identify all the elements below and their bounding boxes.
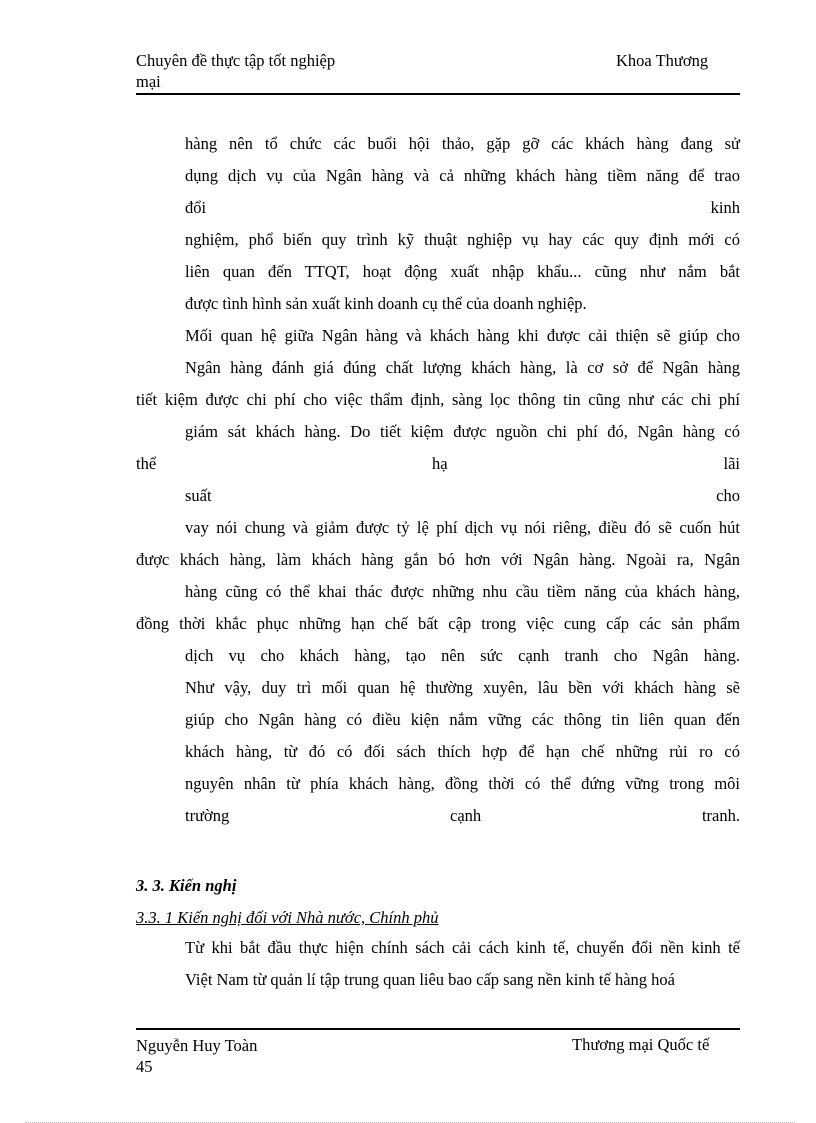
body-line: hàng nên tổ chức các buổi hội thảo, gặp gỡ các khách hàng đang sử bbox=[185, 134, 740, 153]
body-line: nghiệm, phổ biến quy trình kỹ thuật nghiệp vụ hay các quy định mới có bbox=[185, 230, 740, 249]
body-line: liên quan đến TTQT, hoạt động xuất nhập khẩu... cũng như nắm bắt bbox=[185, 262, 740, 281]
footer-rule bbox=[136, 1028, 740, 1030]
body-line: Ngân hàng đánh giá đúng chất lượng khách hàng, là cơ sở để Ngân hàng bbox=[185, 358, 740, 377]
header-title-line-2: mại bbox=[136, 72, 161, 91]
body-line: được tình hình sản xuất kinh doanh cụ thể của doanh nghiệp. bbox=[185, 294, 587, 313]
footer-department: Thương mại Quốc tế bbox=[572, 1035, 710, 1054]
body-line: Như vậy, duy trì mối quan hệ thường xuyên, lâu bền với khách hàng sẽ bbox=[185, 678, 740, 697]
body-line: dịch vụ cho khách hàng, tạo nên sức cạnh tranh cho Ngân hàng. bbox=[185, 646, 740, 665]
footer-author-block bbox=[136, 1035, 257, 1077]
body-line: suất cho bbox=[185, 486, 740, 505]
section-line: Từ khi bắt đầu thực hiện chính sách cải cách kinh tế, chuyển đổi nền kinh tế bbox=[185, 938, 740, 957]
body-line: thể hạ lãi bbox=[136, 454, 740, 473]
section-line: Việt Nam từ quản lí tập trung quan liêu bao cấp sang nền kinh tế hàng hoá bbox=[185, 970, 675, 989]
subsection-heading: 3.3. 1 Kiến nghị đối với Nhà nước, Chính phủ bbox=[136, 908, 439, 927]
body-line: tiết kiệm được chi phí cho việc thẩm định, sàng lọc thông tin cũng như các chi phí bbox=[136, 390, 740, 409]
header-document-title bbox=[136, 50, 335, 92]
body-line: trường cạnh tranh. bbox=[185, 806, 740, 825]
body-line: Mối quan hệ giữa Ngân hàng và khách hàng khi được cải thiện sẽ giúp cho bbox=[185, 326, 740, 345]
footer-author: Nguyễn Huy Toàn bbox=[136, 1036, 258, 1055]
page-number: 45 bbox=[136, 1057, 153, 1076]
header-rule bbox=[136, 93, 740, 95]
section-heading: 3. 3. Kiến nghị bbox=[136, 876, 237, 895]
body-line: đồng thời khắc phục những hạn chế bất cập trong việc cung cấp các sản phẩm bbox=[136, 614, 740, 633]
header-title-line-1: Chuyên đề thực tập tốt nghiệp bbox=[136, 51, 336, 70]
body-line: dụng dịch vụ của Ngân hàng và cả những khách hàng tiềm năng để trao bbox=[185, 166, 740, 185]
body-line: được khách hàng, làm khách hàng gắn bó hơn với Ngân hàng. Ngoài ra, Ngân bbox=[136, 550, 740, 569]
body-line: giúp cho Ngân hàng có điều kiện nắm vững các thông tin liên quan đến bbox=[185, 710, 740, 729]
header-faculty: Khoa Thương bbox=[616, 51, 709, 70]
body-line: khách hàng, từ đó có đối sách thích hợp để hạn chế những rủi ro có bbox=[185, 742, 740, 761]
body-line: giám sát khách hàng. Do tiết kiệm được nguồn chi phí đó, Ngân hàng có bbox=[185, 422, 740, 441]
body-line: vay nói chung và giảm được tỷ lệ phí dịch vụ nói riêng, điều đó sẽ cuốn hút bbox=[185, 518, 740, 537]
body-line: nguyên nhân từ phía khách hàng, đồng thời có thể đứng vững trong môi bbox=[185, 774, 740, 793]
body-line: đổi kinh bbox=[185, 198, 740, 217]
body-line: hàng cũng có thể khai thác được những nhu cầu tiềm năng của khách hàng, bbox=[185, 582, 740, 601]
